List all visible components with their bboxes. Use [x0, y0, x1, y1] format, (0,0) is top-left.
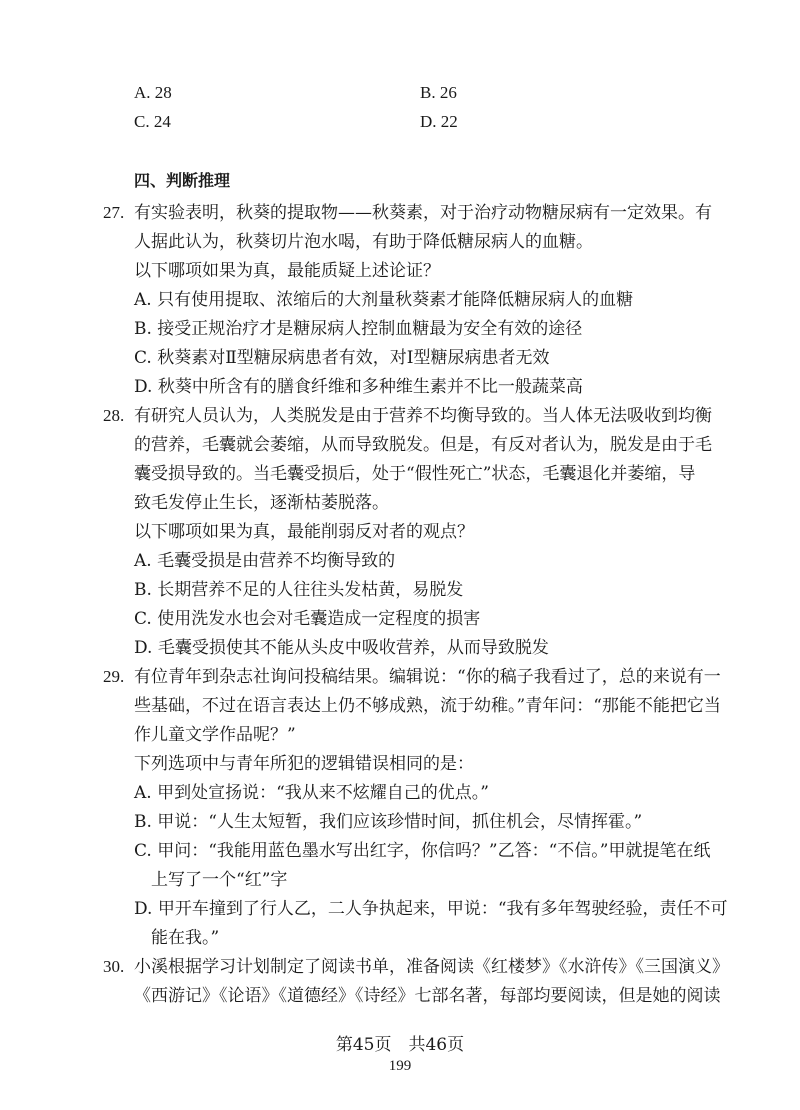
question-stem-line: 些基础，不过在语言表达上仍不够成熟，流于幼稚。”青年问：“那能不能把它当 — [134, 696, 721, 716]
answer-option: C. 甲问：“我能用蓝色墨水写出红字，你信吗？”乙答：“不信。”甲就提笔在纸 — [134, 841, 711, 861]
answer-option: B. 甲说：“人生太短暂，我们应该珍惜时间，抓住机会，尽情挥霍。” — [134, 812, 643, 832]
question-number: 28. — [103, 406, 125, 425]
answer-option: D. 甲开车撞到了行人乙，二人争执起来，甲说：“我有多年驾驶经验，责任不可 — [134, 899, 728, 919]
question-number: 29. — [103, 667, 125, 686]
question-stem-line: 人据此认为，秋葵切片泡水喝，有助于降低糖尿病人的血糖。 — [134, 232, 593, 252]
answer-option: A. 甲到处宣扬说：“我从来不炫耀自己的优点。” — [134, 783, 489, 803]
answer-option: D. 秋葵中所含有的膳食纤维和多种维生素并不比一般蔬菜高 — [134, 377, 583, 397]
answer-option: A. 只有使用提取、浓缩后的大剂量秋葵素才能降低糖尿病人的血糖 — [134, 290, 634, 310]
section-title: 四、判断推理 — [134, 171, 231, 190]
question-stem-line: 作儿童文学作品呢？” — [134, 725, 296, 745]
option-d: D. 22 — [420, 112, 458, 131]
answer-option: B. 长期营养不足的人往往头发枯黄，易脱发 — [134, 580, 464, 600]
question-prompt: 以下哪项如果为真，最能质疑上述论证？ — [134, 261, 440, 281]
option-c: C. 24 — [134, 112, 171, 131]
page-number: 199 — [388, 1058, 412, 1074]
question-number: 30. — [103, 957, 125, 976]
question-prompt: 下列选项中与青年所犯的逻辑错误相同的是： — [134, 754, 474, 774]
answer-option: B. 接受正规治疗才是糖尿病人控制血糖最为安全有效的途径 — [134, 319, 583, 339]
answer-option: A. 毛囊受损是由营养不均衡导致的 — [134, 551, 396, 571]
question-stem-line: 《西游记》《论语》《道德经》《诗经》七部名著，每部均要阅读，但是她的阅读 — [134, 986, 721, 1006]
option-a: A. 28 — [134, 83, 172, 102]
answer-option: D. 毛囊受损使其不能从头皮中吸收营养，从而导致脱发 — [134, 638, 549, 658]
option-b: B. 26 — [420, 83, 457, 102]
answer-option-continuation: 能在我。” — [151, 928, 220, 948]
page-label: 第45页 共46页 — [335, 1035, 465, 1055]
answer-option-continuation: 上写了一个“红”字 — [151, 870, 288, 890]
answer-option: C. 秋葵素对Ⅱ型糖尿病患者有效，对Ⅰ型糖尿病患者无效 — [134, 348, 550, 368]
question-stem-line: 致毛发停止生长，逐渐枯萎脱落。 — [134, 493, 389, 513]
question-stem-line: 小溪根据学习计划制定了阅读书单，准备阅读《红楼梦》《水浒传》《三国演义》 — [134, 957, 729, 977]
question-stem-line: 的营养，毛囊就会萎缩，从而导致脱发。但是，有反对者认为，脱发是由于毛 — [134, 435, 712, 455]
question-prompt: 以下哪项如果为真，最能削弱反对者的观点？ — [134, 522, 474, 542]
question-stem-line: 有实验表明，秋葵的提取物——秋葵素，对于治疗动物糖尿病有一定效果。有 — [134, 203, 712, 223]
question-stem-line: 有研究人员认为，人类脱发是由于营养不均衡导致的。当人体无法吸收到均衡 — [134, 406, 712, 426]
question-number: 27. — [103, 203, 125, 222]
question-stem-line: 囊受损导致的。当毛囊受损后，处于“假性死亡”状态，毛囊退化并萎缩，导 — [134, 464, 696, 484]
question-stem-line: 有位青年到杂志社询问投稿结果。编辑说：“你的稿子我看过了，总的来说有一 — [134, 667, 721, 687]
answer-option: C. 使用洗发水也会对毛囊造成一定程度的损害 — [134, 609, 481, 629]
